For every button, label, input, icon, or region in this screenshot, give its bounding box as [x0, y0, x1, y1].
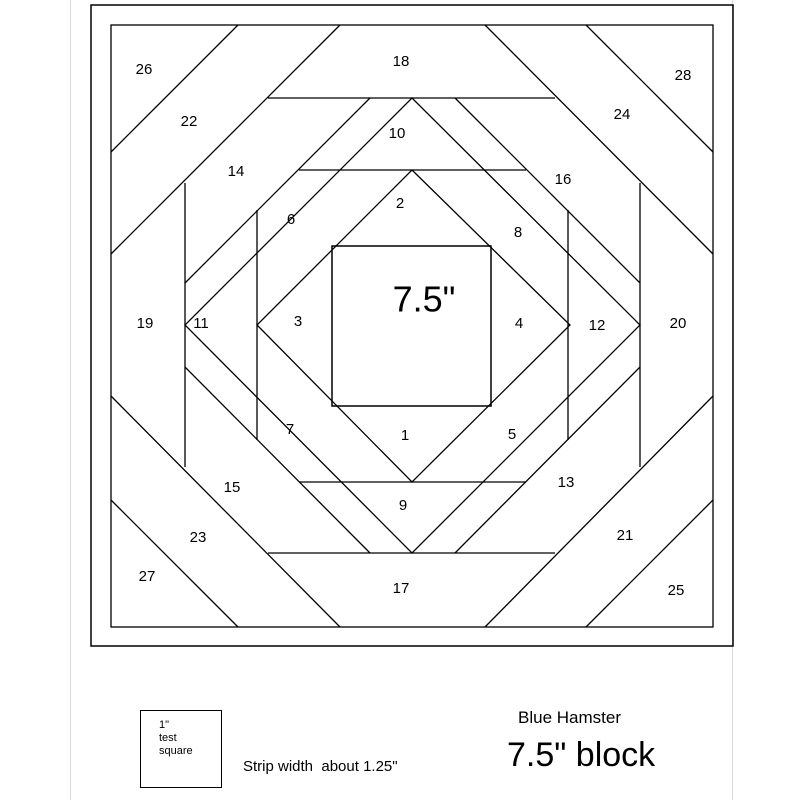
piece-11-label: 11 — [193, 314, 209, 332]
piece-2-label: 2 — [395, 194, 405, 212]
piece-12-label: 12 — [588, 316, 606, 334]
piece-6-label: 6 — [286, 210, 296, 228]
piece-25-label: 25 — [667, 581, 685, 599]
piece-15-label: 15 — [223, 478, 241, 496]
line-outer-nw-2 — [111, 25, 238, 152]
piece-16-label: 16 — [554, 170, 572, 188]
test-square-size: 1" — [159, 719, 170, 731]
center-size-label: 7.5" — [392, 278, 456, 320]
piece-5-label: 5 — [507, 425, 517, 443]
line-outer-ne-1 — [485, 25, 713, 254]
piece-3-label: 3 — [293, 312, 303, 330]
piece-19-label: 19 — [136, 314, 154, 332]
piece-9-label: 9 — [398, 496, 408, 514]
line-outer-ne-2 — [586, 25, 713, 152]
outer-frame — [91, 5, 733, 646]
test-square-word-test: test — [159, 732, 177, 744]
line-outer-nw-1 — [111, 25, 340, 254]
line-outer-sw-1 — [111, 396, 340, 627]
line-16-a — [455, 98, 640, 283]
test-square-label — [159, 719, 193, 758]
test-square — [140, 710, 222, 788]
piece-17-label: 17 — [392, 579, 410, 597]
line-outer-sw-2 — [111, 500, 238, 627]
line-14-a — [185, 98, 370, 283]
piece-22-label: 22 — [180, 112, 198, 130]
piece-7-label: 7 — [285, 420, 295, 438]
line-15-a — [185, 367, 370, 553]
line-outer-se-2 — [586, 500, 713, 627]
piece-8-label: 8 — [513, 223, 523, 241]
piece-18-label: 18 — [392, 52, 410, 70]
block-size-title: 7.5" block — [507, 736, 656, 774]
piece-14-label: 14 — [227, 162, 245, 180]
center-square — [332, 246, 491, 406]
test-square-word-square: square — [159, 745, 193, 757]
piece-27-label: 27 — [138, 567, 156, 585]
piece-26-label: 26 — [135, 60, 153, 78]
piece-23-label: 23 — [189, 528, 207, 546]
piece-21-label: 21 — [616, 526, 634, 544]
piece-20-label: 20 — [669, 314, 687, 332]
strip-width-note: Strip width about 1.25" — [243, 758, 398, 775]
piece-10-label: 10 — [388, 124, 406, 142]
piece-1-label: 1 — [400, 426, 410, 444]
line-13-a — [455, 367, 640, 553]
piece-24-label: 24 — [613, 105, 631, 123]
piece-13-label: 13 — [557, 473, 575, 491]
piece-4-label: 4 — [514, 314, 524, 332]
piece-28-label: 28 — [674, 66, 692, 84]
designer-name: Blue Hamster — [518, 708, 621, 727]
